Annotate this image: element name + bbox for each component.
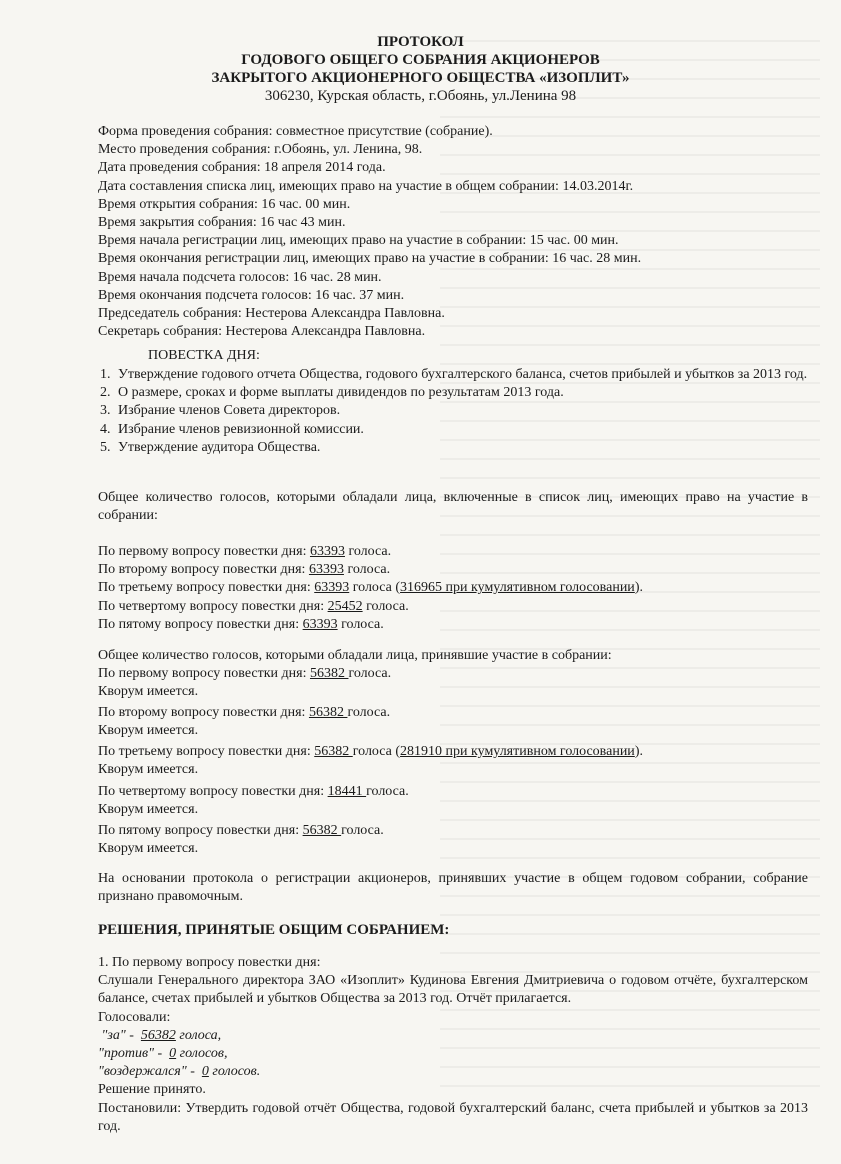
row-label: По третьему вопросу повестки дня: (98, 580, 315, 596)
row-tail: ). (634, 744, 643, 759)
participated-row (98, 743, 808, 761)
vote-against: "против" - 0 голосов, (98, 1046, 228, 1062)
row-suffix: голоса. (347, 705, 391, 720)
agenda-item (100, 421, 810, 439)
row-tail: ). (634, 580, 643, 596)
agenda-list (100, 366, 810, 457)
company-name: ЗАКРЫТОГО АКЦИОНЕРНОГО ОБЩЕСТВА «ИЗОПЛИТ» (211, 70, 630, 86)
document-title: ПРОТОКОЛ (377, 34, 464, 50)
participated-q1 (98, 665, 808, 701)
meeting-name: ГОДОВОГО ОБЩЕГО СОБРАНИЯ АКЦИОНЕРОВ (241, 52, 600, 68)
agenda-item-text: Избрание членов Совета директоров. (118, 403, 341, 419)
participated-q5 (98, 822, 808, 858)
meeting-info (98, 123, 798, 341)
basis-paragraph: На основании протокола о регистрации акционеров, принявших участие в общем годовом собрании, собрание признано правомочным. (98, 871, 808, 905)
decision-accepted: Решение принято. (98, 1082, 206, 1098)
decisions-heading: РЕШЕНИЯ, ПРИНЯТЫЕ ОБЩИМ СОБРАНИЕМ: (98, 922, 450, 938)
vote-against-suffix: голосов, (176, 1046, 228, 1062)
agenda-title: ПОВЕСТКА ДНЯ: (148, 348, 260, 363)
row-label: По четвертому вопросу повестки дня: (98, 598, 328, 614)
row-suffix: голоса. (344, 544, 392, 559)
decision-q1 (98, 954, 808, 1136)
quorum-text: Кворум имеется. (98, 841, 199, 857)
row-cumulative: 316965 при кумулятивном голосовании (400, 580, 635, 596)
total-votes-intro: Общее количество голосов, которыми обладали лица, включенные в список лиц, имеющих право на участие в собрании: (98, 490, 808, 524)
row-value: 56382 (314, 744, 353, 759)
row-value: 63393 (308, 562, 344, 578)
info-line: Время закрытия собрания: 16 час 43 мин. (98, 215, 346, 231)
total-votes-row (98, 598, 808, 616)
vote-against-value: 0 (169, 1046, 177, 1062)
agenda-item-text: Утверждение годового отчета Общества, годового бухгалтерского баланса, счетов прибылей и убытков за 2013 год. (118, 367, 808, 382)
decision-resolved: Постановили: Утвердить годовой отчёт Общества, годовой бухгалтерский баланс, счета прибылей и убытков за 2013 год. (98, 1100, 808, 1134)
agenda-item-text: Утверждение аудитора Общества. (118, 439, 321, 455)
participated-q3 (98, 743, 808, 779)
row-value: 56382 (302, 823, 342, 838)
row-suffix: голоса ( (349, 580, 401, 596)
info-line: Время окончания регистрации лиц, имеющих право на участие в собрании: 16 час. 28 мин. (98, 251, 642, 267)
agenda-item (100, 439, 810, 457)
info-line: Время окончания подсчета голосов: 16 час. 37 мин. (98, 287, 405, 303)
row-suffix: голоса ( (352, 744, 401, 759)
row-value: 25452 (327, 598, 363, 614)
row-value: 56382 (309, 666, 349, 681)
row-label: По первому вопросу повестки дня: (98, 544, 310, 559)
participated-q4 (98, 783, 808, 819)
agenda-item-number: 5. (100, 439, 111, 455)
participated-row (98, 783, 808, 801)
participated-q2 (98, 704, 808, 740)
row-label: По четвертому вопросу повестки дня: (98, 784, 328, 799)
agenda-item-number: 2. (100, 385, 111, 401)
company-address: 306230, Курская область, г.Обоянь, ул.Ленина 98 (264, 88, 577, 104)
participated-intro: Общее количество голосов, которыми обладали лица, принявшие участие в собрании: (98, 648, 612, 663)
info-line: Время открытия собрания: 16 час. 00 мин. (98, 196, 351, 212)
quorum-text: Кворум имеется. (98, 762, 199, 778)
row-suffix: голоса. (366, 784, 409, 799)
info-line: Время начала подсчета голосов: 16 час. 28 мин. (98, 269, 382, 285)
agenda-item (100, 366, 810, 384)
row-suffix: голоса. (343, 562, 391, 578)
total-votes-row (98, 616, 808, 634)
agenda-item (100, 402, 810, 420)
vote-abstain: "воздержался" - 0 голосов. (98, 1064, 261, 1080)
agenda-item-text: О размере, сроках и форме выплаты дивидендов по результатам 2013 года. (118, 385, 564, 401)
row-value: 56382 (308, 705, 348, 720)
agenda-item-number: 4. (100, 421, 111, 437)
decision-q1-title: 1. По первому вопросу повестки дня: (98, 955, 321, 970)
total-votes-row (98, 579, 808, 597)
vote-abstain-label: "воздержался" (98, 1064, 187, 1080)
vote-for-suffix: голоса, (175, 1027, 222, 1043)
total-votes-row (98, 561, 808, 579)
row-value: 63393 (309, 544, 345, 559)
row-label: По второму вопросу повестки дня: (98, 705, 309, 720)
row-label: По пятому вопросу повестки дня: (98, 823, 303, 838)
row-label: По третьему вопросу повестки дня: (98, 744, 315, 759)
vote-abstain-suffix: голосов. (208, 1064, 261, 1080)
total-votes-list (98, 543, 808, 634)
info-line: Дата проведения собрания: 18 апреля 2014 года. (98, 160, 386, 176)
agenda-item-number: 1. (100, 367, 111, 382)
total-votes-row (98, 543, 808, 561)
quorum-text: Кворум имеется. (98, 802, 199, 818)
participated-row (98, 665, 808, 683)
info-line: Дата составления списка лиц, имеющих право на участие в общем собрании: 14.03.2014г. (98, 178, 634, 194)
agenda-item-number: 3. (100, 403, 111, 419)
row-value: 63393 (302, 616, 338, 632)
info-line: Форма проведения собрания: совместное присутствие (собрание). (98, 124, 493, 139)
agenda-item (100, 384, 810, 402)
info-line: Секретарь собрания: Нестерова Александра Павловна. (98, 324, 426, 340)
vote-for: "за" - 56382 голоса, (101, 1027, 222, 1043)
info-line: Председатель собрания: Нестерова Александра Павловна. (98, 306, 445, 322)
vote-against-label: "против" (98, 1046, 154, 1062)
row-cumulative: 281910 при кумулятивном голосовании (400, 744, 635, 759)
agenda-item-text: Избрание членов ревизионной комиссии. (118, 421, 364, 437)
row-value: 18441 (327, 784, 367, 799)
row-value: 63393 (314, 580, 350, 596)
vote-abstain-value: 0 (201, 1064, 209, 1080)
decision-q1-heard: Слушали Генерального директора ЗАО «Изоплит» Кудинова Евгения Дмитриевича о годовом отчёте, бухгалтерском балансе, счетах прибылей и убытков Общества за 2013 год. Отчёт прилагается. (98, 973, 808, 1007)
vote-for-label: "за" (101, 1027, 126, 1043)
row-suffix: голоса. (348, 666, 392, 681)
row-label: По пятому вопросу повестки дня: (98, 616, 303, 632)
info-line: Место проведения собрания: г.Обоянь, ул. Ленина, 98. (98, 142, 423, 158)
quorum-text: Кворум имеется. (98, 723, 199, 739)
row-label: По второму вопросу повестки дня: (98, 562, 309, 578)
row-suffix: голоса. (341, 823, 384, 838)
vote-for-value: 56382 (140, 1027, 176, 1043)
document-header (0, 33, 841, 105)
participated-row (98, 822, 808, 840)
voted-label: Голосовали: (98, 1009, 171, 1025)
participated-row (98, 704, 808, 722)
quorum-text: Кворум имеется. (98, 684, 199, 700)
row-label: По первому вопросу повестки дня: (98, 666, 310, 681)
info-line: Время начала регистрации лиц, имеющих право на участие в собрании: 15 час. 00 мин. (98, 233, 619, 249)
row-suffix: голоса. (337, 616, 384, 632)
row-suffix: голоса. (362, 598, 409, 614)
